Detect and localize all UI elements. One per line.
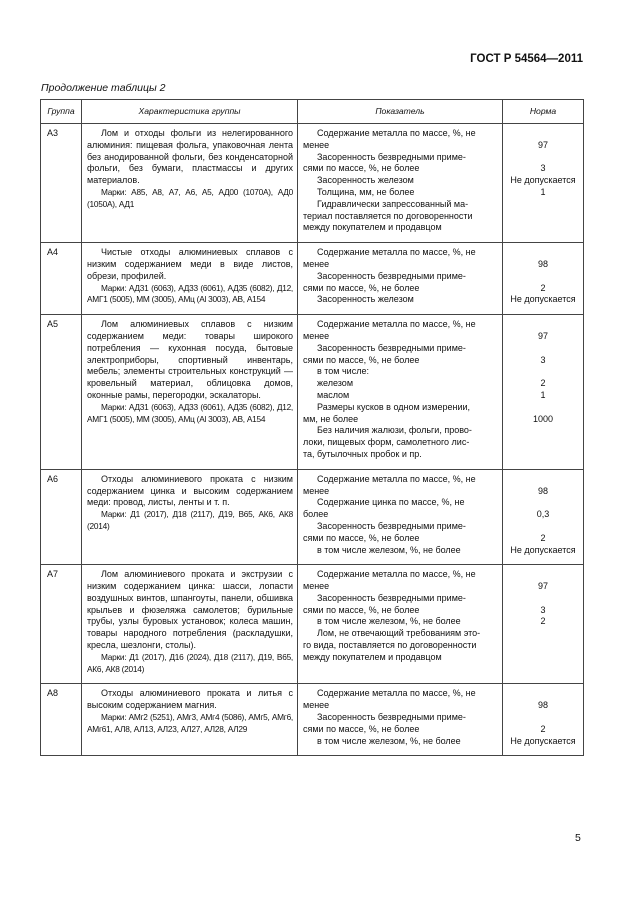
group-grades: Марки: А85, А8, А7, А6, А5, АД00 (1070А), АД0 (1050А), АД1 [87,186,293,209]
group-description: Отходы алюминиевого проката и литья с высоким содержанием магния. [87,688,293,711]
indicator-line: менее [303,581,330,592]
indicator-line: Содержание металла по массе, %, не [317,319,476,330]
indicator-cell [298,684,503,756]
table-row [41,315,584,470]
norm-value: 97 [537,581,548,592]
norm-value: 98 [537,258,548,269]
indicator-line: Засоренность безвредными приме- [317,151,466,162]
table-row [41,469,584,565]
group-characteristic [82,565,298,684]
requirements-table [40,99,584,756]
norm-value [506,652,580,664]
column-header-norm: Норма [503,100,584,124]
indicator-line: в том числе железом, %, не более [317,735,461,746]
group-grades: Марки: АМг2 (5251), АМг3, АМг4 (5086), АМг5, АМг6, АМг61, АЛ8, АЛ13, АЛ23, АЛ27, АЛ28, АЛ29 [87,712,293,734]
indicator-cell [298,469,503,565]
norm-value: 2 [540,282,546,293]
indicator-line: мм, не более [303,413,359,424]
indicator-line: териал поставляется по договоренности [303,210,473,221]
table-row [41,684,584,756]
norm-value [506,402,580,414]
norm-value [506,366,580,378]
indicator-line: более [303,509,329,520]
indicator-line: Содержание металла по массе, %, не [317,128,476,138]
column-header-indicator: Показатель [298,100,503,124]
group-description: Лом алюминиевых сплавов с низким содержанием меди: товары широкого потребления — кухонная посуда, бытовые электроприборы, спортивный инвентарь, мебель; элементы строительных конструкций — кровельный материал, облицовка домов, оконные рамы, перегородки, эскалаторы. [87,319,293,400]
norm-value [506,640,580,652]
indicator-line: менее [303,330,330,341]
norm-value [506,521,580,533]
group-code: А8 [41,684,82,756]
indicator-line: сями по массе, %, не более [303,163,420,174]
norm-value [506,211,580,223]
indicator-line: Размеры кусков в одном измерении, [317,401,471,412]
indicator-line: сями по массе, %, не более [303,604,420,615]
norm-value [506,437,580,449]
indicator-line: Засоренность безвредными приме- [317,270,466,281]
norm-value [506,449,580,461]
group-code: А6 [41,469,82,565]
indicator-line: сями по массе, %, не более [303,354,420,365]
indicator-cell [298,565,503,684]
norm-value [506,497,580,509]
group-code: А5 [41,315,82,470]
indicator-line: го вида, поставляется по договоренности [303,640,477,651]
table-row [41,565,584,684]
norm-cell [503,124,584,243]
indicator-line: Без наличия жалюзи, фольги, прово- [317,425,472,436]
indicator-line: между покупателем и продавцом [303,651,442,662]
norm-cell [503,565,584,684]
indicator-line: менее [303,139,330,150]
table-row [41,124,584,243]
indicator-line: менее [303,258,330,269]
group-description: Лом алюминиевого проката и экструзии с низким содержанием цинка: шасси, лопасти воздушных винтов, шпангоуты, панели, обшивка крыльев и фюзеляжа самолетов; бурильные трубы, узлы буровых установок; колеса машин, товары народного потребления (раскладушки, кресла, шезлонги, столы). [87,569,293,651]
norm-value: 1 [540,389,546,400]
norm-value: 1000 [532,413,554,424]
norm-value: 2 [540,616,546,627]
norm-value: 2 [540,723,546,734]
indicator-cell [298,315,503,470]
column-header-characteristic: Характеристика группы [82,100,298,124]
group-code: А7 [41,565,82,684]
group-characteristic [82,684,298,756]
table-header-row [41,100,584,124]
group-code: А4 [41,243,82,315]
norm-value: 1 [540,186,546,197]
group-characteristic [82,243,298,315]
standard-designation: ГОСТ Р 54564—2011 [470,53,583,65]
norm-value: Не допускается [510,735,576,746]
group-grades: Марки: АД31 (6063), АД33 (6061), АД35 (6082), Д12, АМГ1 (5005), ММ (3005), АМц (Al 3003), АВ, А154 [87,401,293,424]
group-grades: Марки: Д1 (2017), Д16 (2024), Д18 (2117), Д19, В65, АК6, АК8 (2014) [87,651,293,674]
indicator-line: Толщина, мм, не более [317,186,415,197]
indicator-line: Засоренность безвредными приме- [317,342,466,353]
indicator-line: в том числе железом, %, не более [317,616,461,627]
indicator-line: Засоренность железом [317,175,414,186]
indicator-line: Содержание металла по массе, %, не [317,688,476,699]
norm-value: Не допускается [510,175,576,186]
indicator-line: менее [303,700,330,711]
norm-value [506,474,580,486]
norm-value: 98 [537,485,548,496]
table-row [41,243,584,315]
page-number: 5 [575,832,581,844]
indicator-line: сями по массе, %, не более [303,723,420,734]
norm-value [506,628,580,640]
norm-value: 3 [540,604,546,615]
norm-value: 0,3 [536,509,550,520]
norm-value [506,128,580,140]
norm-value: 98 [537,700,548,711]
group-description: Лом и отходы фольги из нелегированного алюминия: пищевая фольга, упаковочная лента без анодированной фольги, без конденсаторной фольги, без бумаги, пластмассы и других материалов. [87,128,293,186]
indicator-line: Засоренность безвредными приме- [317,520,466,531]
norm-cell [503,315,584,470]
norm-value [506,271,580,283]
norm-value [506,343,580,355]
norm-value [506,199,580,211]
indicator-cell [298,124,503,243]
indicator-line: маслом [317,389,350,400]
indicator-line: Содержание металла по массе, %, не [317,569,476,580]
column-header-group: Группа [41,100,82,124]
indicator-line: Засоренность железом [317,294,414,305]
indicator-line: между покупателем и продавцом [303,222,442,233]
norm-value: 97 [537,139,548,150]
group-grades: Марки: Д1 (2017), Д18 (2117), Д19, В65, АК6, АК8 (2014) [87,509,293,531]
group-description: Отходы алюминиевого проката с низким содержанием цинка и высоким содержанием меди: провод, листы, ленты и т. п. [87,473,293,508]
indicator-line: Засоренность безвредными приме- [317,712,466,723]
norm-value [506,688,580,700]
indicator-line: Содержание металла по массе, %, не [317,247,476,258]
indicator-line: сями по массе, %, не более [303,282,420,293]
norm-value: 97 [537,330,548,341]
norm-value [506,319,580,331]
norm-value: 2 [540,532,546,543]
norm-value [506,152,580,164]
norm-value: 2 [540,378,546,389]
norm-value: Не допускается [510,544,576,555]
indicator-line: Содержание цинка по массе, %, не [317,497,465,508]
indicator-line: Засоренность безвредными приме- [317,592,466,603]
group-characteristic [82,124,298,243]
norm-cell [503,469,584,565]
indicator-line: в том числе железом, %, не более [317,544,461,555]
norm-cell [503,243,584,315]
norm-value [506,569,580,581]
indicator-line: Лом, не отвечающий требованиям это- [317,628,481,639]
norm-value [506,247,580,259]
group-description: Чистые отходы алюминиевых сплавов с низким содержанием меди в виде листов, обрези, профилей. [87,247,293,281]
norm-value [506,425,580,437]
indicator-line: менее [303,485,330,496]
norm-value: 3 [540,354,546,365]
norm-value [506,222,580,234]
indicator-line: железом [317,378,354,389]
indicator-cell [298,243,503,315]
group-characteristic [82,315,298,470]
norm-cell [503,684,584,756]
norm-value: 3 [540,163,546,174]
group-grades: Марки: АД31 (6063), АД33 (6061), АД35 (6082), Д12, АМГ1 (5005), ММ (3005), АМц (Al 3003), АВ, А154 [87,282,293,305]
norm-value [506,593,580,605]
table-continuation-caption: Продолжение таблицы 2 [41,82,166,94]
indicator-line: Содержание металла по массе, %, не [317,473,476,484]
indicator-line: та, бутылочных пробок и пр. [303,448,422,459]
indicator-line: в том числе: [317,366,369,377]
indicator-line: локи, пищевых форм, самолетного лис- [303,437,470,448]
group-characteristic [82,469,298,565]
indicator-line: сями по массе, %, не более [303,532,420,543]
norm-value [506,712,580,724]
norm-value: Не допускается [510,294,576,305]
indicator-line: Гидравлически запрессованный ма- [317,198,469,209]
group-code: А3 [41,124,82,243]
